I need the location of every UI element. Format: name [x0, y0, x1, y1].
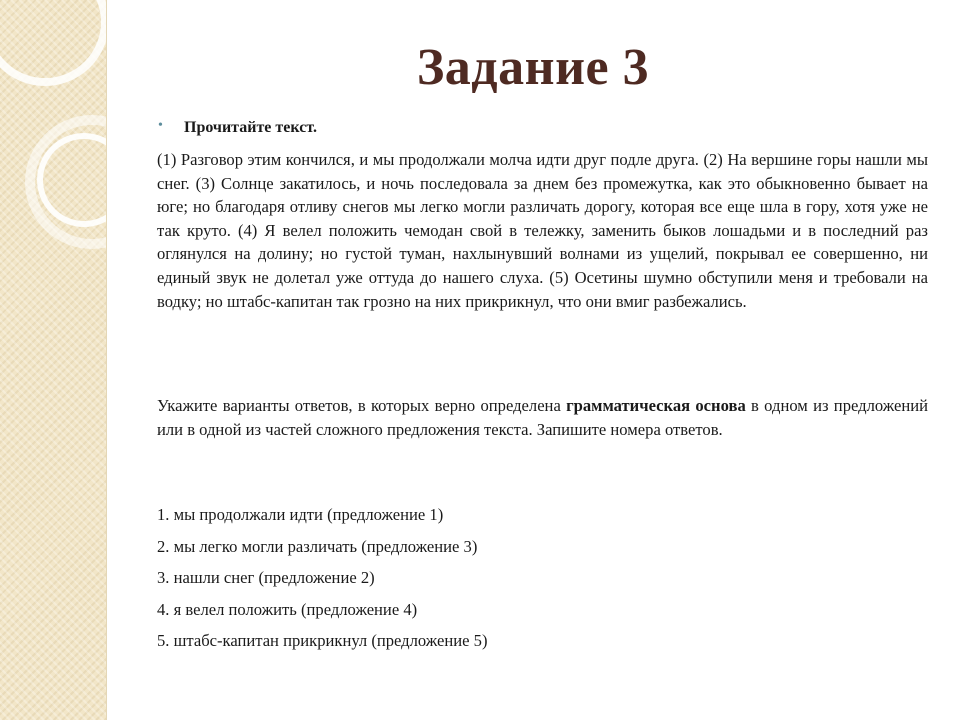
answer-option: 2. мы легко могли различать (предложение 3)	[157, 536, 478, 556]
decorative-side-panel	[0, 0, 107, 720]
task-text-after: в одном из предложений или в одной из частей сложного предложения текста. Запишите номера ответов.	[157, 396, 928, 439]
bullet-icon: •	[158, 118, 163, 133]
passage-text: (1) Разговор этим кончился, и мы продолжали молча идти друг подле друга. (2) На вершине горы нашли мы снег. (3) Солнце закатилось, и ночь последовала за днем без промежутка, как это обыкновенно бывает на юге; но благодаря отливу снегов мы легко могли различать дорогу, которая все еще шла в гору, хотя уже не так круто. (4) Я велел положить чемодан свой в тележку, заменить быков лошадьми и в последний раз оглянулся на долину; но густой туман, нахлынувший волнами из ущелий, покрывал ее совершенно, ни единый звук не долетал уже оттуда до нашего слуха. (5) Осетины шумно обступили меня и требовали на водку; но штабс-капитан так грозно на них прикрикнул, что они вмиг разбежались.	[157, 150, 928, 311]
task-highlight: грамматическая основа	[566, 396, 746, 415]
answer-option: 4. я велел положить (предложение 4)	[157, 599, 418, 619]
decorative-rings-icon	[0, 0, 106, 720]
answer-options-list	[157, 505, 488, 663]
instruction-text: Прочитайте текст.	[184, 119, 317, 136]
slide-title: Задание 3	[416, 39, 650, 96]
task-text-before: Укажите варианты ответов, в которых верно определена	[157, 396, 567, 415]
answer-option: 5. штабс-капитан прикрикнул (предложение 5)	[157, 631, 488, 650]
answer-option: 3. нашли снег (предложение 2)	[157, 568, 375, 587]
task-text	[157, 394, 928, 441]
answer-option: 1. мы продолжали идти (предложение 1)	[157, 505, 444, 524]
